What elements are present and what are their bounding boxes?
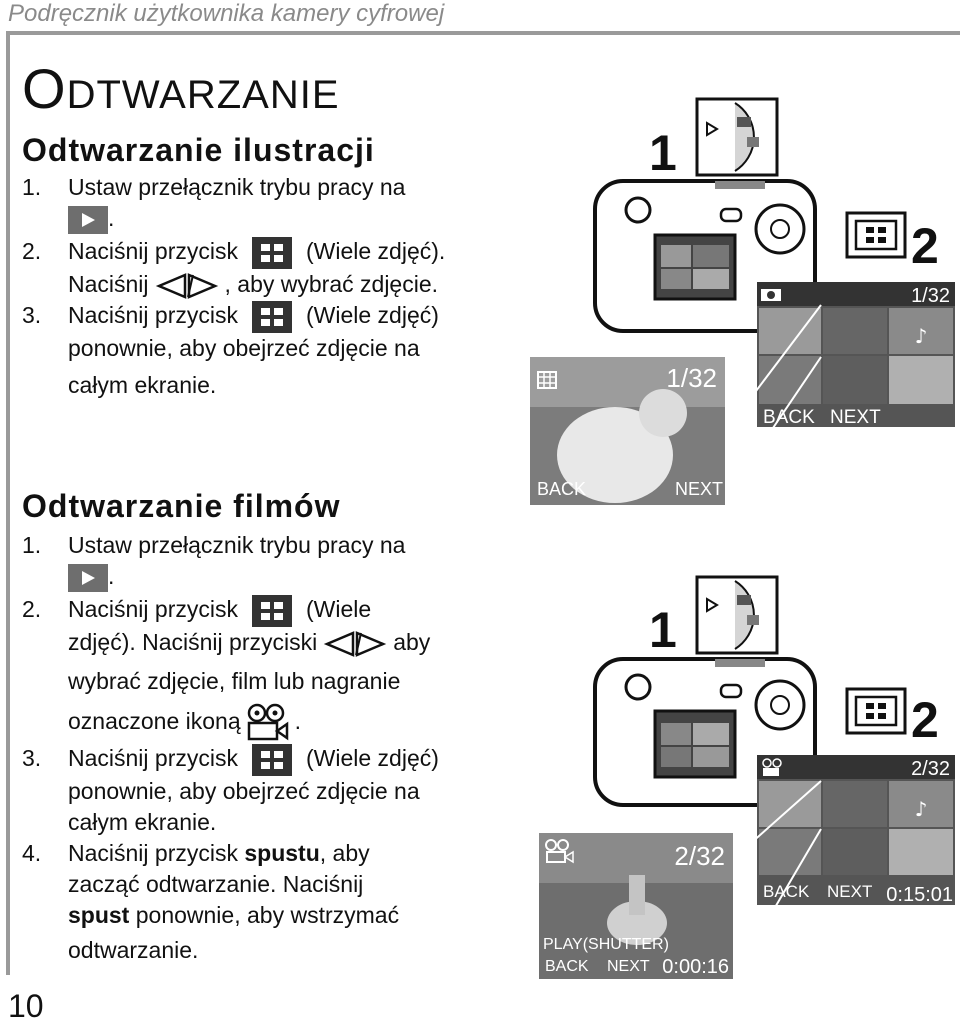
step-text: (Wiele zdjęć)	[305, 744, 439, 771]
play-mode-icon	[68, 564, 108, 592]
step-number: 4.	[22, 839, 42, 866]
play-mode-icon	[68, 206, 108, 234]
multi-image-icon	[252, 595, 292, 627]
step-text: całym ekranie.	[68, 371, 217, 398]
multi-button-callout	[847, 689, 905, 733]
section2-steps	[22, 530, 512, 966]
page-number: 10	[8, 988, 44, 1024]
step-item	[22, 172, 512, 234]
full-screen-photo	[530, 357, 725, 505]
frame-counter-small: 2/32	[911, 758, 950, 780]
step-text: Naciśnij przycisk	[68, 238, 238, 264]
left-right-arrows-icon	[323, 631, 387, 657]
step-text: odtwarzanie.	[68, 936, 199, 963]
illustration-photo-playback	[525, 95, 957, 510]
step-text: wybrać zdjęcie, film lub nagranie	[68, 667, 401, 694]
step-text-bold: spustu	[244, 839, 320, 866]
step-text: Naciśnij przycisk	[68, 301, 238, 328]
back-label: BACK	[545, 958, 589, 975]
next-label: NEXT	[607, 958, 650, 975]
step-number: 1.	[22, 532, 42, 558]
multi-image-icon	[856, 221, 896, 249]
frame-counter-big: 2/32	[674, 841, 725, 871]
step-number: 2.	[22, 238, 42, 264]
movie-camera-icon	[245, 703, 291, 743]
step-item	[22, 300, 512, 401]
step-item	[22, 838, 512, 966]
step-text: Naciśnij przycisk	[68, 744, 238, 771]
frame-counter-big: 1/32	[666, 363, 717, 393]
camera-icon	[761, 289, 781, 301]
back-label: BACK	[763, 882, 810, 901]
next-label: NEXT	[675, 479, 724, 499]
step-number-2: 2	[911, 218, 939, 274]
step-text: (Wiele zdjęć)	[305, 301, 439, 328]
section2-title: Odtwarzanie filmów	[22, 488, 341, 524]
left-right-arrows-icon	[155, 273, 219, 299]
next-label: NEXT	[830, 407, 881, 428]
chapter-title-cap: O	[22, 57, 67, 120]
step-item	[22, 743, 512, 838]
step-number: 3.	[22, 301, 42, 328]
step-text: ponownie, aby wstrzymać	[129, 901, 400, 928]
music-note-icon: ♪	[914, 324, 928, 348]
frame-top-rule	[6, 31, 960, 35]
step-number: 1.	[22, 174, 42, 200]
step-text: Naciśnij przycisk	[68, 596, 238, 622]
step-text: .	[108, 205, 115, 231]
step-text: (Wiele zdjęć).	[305, 238, 446, 264]
step-number: 3.	[22, 744, 42, 771]
multi-image-icon	[252, 744, 292, 776]
illustration-movie-playback	[525, 575, 957, 983]
back-label: BACK	[537, 479, 587, 499]
multi-button-callout	[847, 213, 905, 257]
step-text: ponownie, aby obejrzeć zdjęcie na	[68, 777, 420, 804]
play-shutter-label: PLAY(SHUTTER)	[543, 936, 669, 953]
section1-title: Odtwarzanie ilustracji	[22, 132, 375, 168]
frame-counter-small: 1/32	[911, 285, 950, 307]
mode-dial-callout	[697, 577, 777, 653]
header-title: Podręcznik użytkownika kamery cyfrowej	[8, 0, 445, 27]
step-text: Ustaw przełącznik trybu pracy na	[68, 532, 406, 558]
step-number: 2.	[22, 596, 42, 622]
time-total: 0:15:01	[886, 884, 953, 906]
multi-image-icon	[856, 697, 896, 725]
multi-image-icon	[252, 237, 292, 269]
step-text: (Wiele	[305, 596, 372, 622]
step-item	[22, 530, 512, 592]
thumbnail-screen	[757, 755, 955, 906]
step-text: całym ekranie.	[68, 808, 217, 835]
chapter-title	[22, 56, 340, 121]
step-text-bold: spust	[68, 901, 130, 928]
step-text: oznaczone ikoną	[68, 708, 241, 734]
step-text: aby	[393, 628, 431, 655]
step-text: .	[294, 708, 302, 734]
step-text: Ustaw przełącznik trybu pracy na	[68, 174, 406, 200]
step-number-1: 1	[649, 602, 677, 658]
next-label: NEXT	[827, 882, 873, 901]
step-item	[22, 594, 512, 743]
frame-left-rule	[6, 31, 10, 975]
step-text: .	[108, 563, 115, 589]
multi-image-icon	[252, 301, 292, 333]
step-text: Naciśnij	[68, 270, 149, 297]
full-screen-movie	[539, 833, 733, 979]
back-label: BACK	[763, 407, 815, 428]
step-number-2: 2	[911, 692, 939, 748]
step-text: ponownie, aby obejrzeć zdjęcie na	[68, 334, 420, 361]
step-text: zdjęć). Naciśnij przyciski	[68, 628, 318, 655]
music-note-icon: ♪	[914, 797, 928, 821]
step-text: Naciśnij przycisk	[68, 839, 238, 866]
step-text: , aby wybrać zdjęcie.	[224, 270, 439, 297]
section1-steps	[22, 172, 512, 401]
mode-dial-callout	[697, 99, 777, 175]
step-text: , aby	[319, 839, 370, 866]
chapter-title-rest: DTWARZANIE	[66, 73, 340, 117]
step-number-1: 1	[649, 125, 677, 181]
step-text: zacząć odtwarzanie. Naciśnij	[68, 870, 364, 897]
step-item	[22, 236, 512, 300]
time-play: 0:00:16	[662, 956, 729, 978]
